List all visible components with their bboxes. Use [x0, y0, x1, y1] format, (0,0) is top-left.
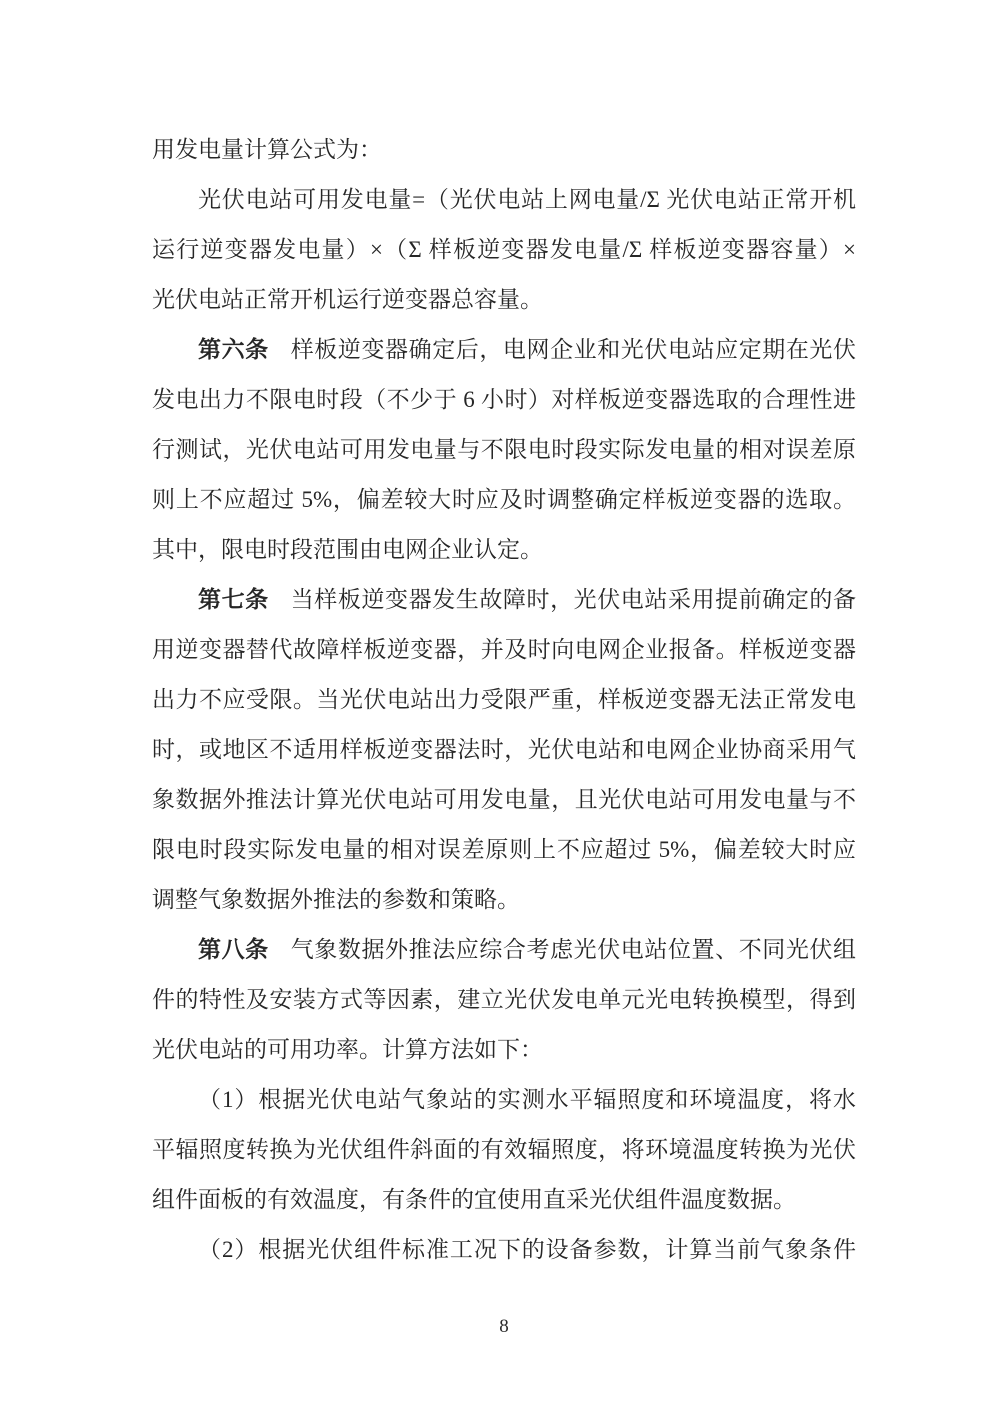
text-line [152, 325, 856, 375]
text-line: 平辐照度转换为光伏组件斜面的有效辐照度，将环境温度转换为光伏 [152, 1137, 856, 1162]
paragraph-article-6 [152, 325, 856, 575]
text-line: 光伏电站正常开机运行逆变器总容量。 [152, 287, 543, 312]
text-line: 光伏电站可用发电量=（光伏电站上网电量/Σ 光伏电站正常开机 [198, 187, 856, 212]
text-line: 限电时段实际发电量的相对误差原则上不应超过 5%，偏差较大时应 [152, 837, 856, 862]
paragraph-article-8 [152, 925, 856, 1075]
text-line: 用发电量计算公式为： [152, 137, 382, 162]
text-line: 出力不应受限。当光伏电站出力受限严重，样板逆变器无法正常发电 [152, 687, 856, 712]
text-line: 运行逆变器发电量）×（Σ 样板逆变器发电量/Σ 样板逆变器容量）× [152, 237, 856, 262]
text-line [152, 925, 856, 975]
text-line: 光伏电站的可用功率。计算方法如下： [152, 1037, 543, 1062]
text-line: 组件面板的有效温度，有条件的宜使用直采光伏组件温度数据。 [152, 1187, 796, 1212]
text-line: （1）根据光伏电站气象站的实测水平辐照度和环境温度，将水 [198, 1087, 856, 1112]
article-text: 气象数据外推法应综合考虑光伏电站位置、不同光伏组 [290, 937, 857, 962]
text-line: 其中，限电时段范围由电网企业认定。 [152, 537, 543, 562]
page-number: 8 [499, 1316, 509, 1337]
text-line: 发电出力不限电时段（不少于 6 小时）对样板逆变器选取的合理性进 [152, 387, 856, 412]
paragraph-formula [152, 175, 856, 325]
text-line: （2）根据光伏组件标准工况下的设备参数，计算当前气象条件 [198, 1237, 856, 1262]
article-number: 第八条 [198, 937, 269, 962]
paragraph-item-2 [152, 1225, 856, 1275]
paragraph-intro-continuation [152, 125, 856, 175]
article-text: 当样板逆变器发生故障时，光伏电站采用提前确定的备 [290, 587, 857, 612]
article-number: 第六条 [198, 337, 269, 362]
text-line: 件的特性及安装方式等因素，建立光伏发电单元光电转换模型，得到 [152, 987, 856, 1012]
text-line: 行测试，光伏电站可用发电量与不限电时段实际发电量的相对误差原 [152, 437, 856, 462]
text-line: 时，或地区不适用样板逆变器法时，光伏电站和电网企业协商采用气 [152, 737, 856, 762]
text-line: 象数据外推法计算光伏电站可用发电量，且光伏电站可用发电量与不 [152, 787, 856, 812]
text-line: 调整气象数据外推法的参数和策略。 [152, 887, 520, 912]
text-line: 用逆变器替代故障样板逆变器，并及时向电网企业报备。样板逆变器 [152, 637, 856, 662]
article-number: 第七条 [198, 587, 269, 612]
article-text: 样板逆变器确定后，电网企业和光伏电站应定期在光伏 [290, 337, 857, 362]
paragraph-item-1 [152, 1075, 856, 1225]
text-line: 则上不应超过 5%，偏差较大时应及时调整确定样板逆变器的选取。 [152, 487, 856, 512]
document-body [152, 125, 856, 1275]
text-line [152, 575, 856, 625]
paragraph-article-7 [152, 575, 856, 925]
